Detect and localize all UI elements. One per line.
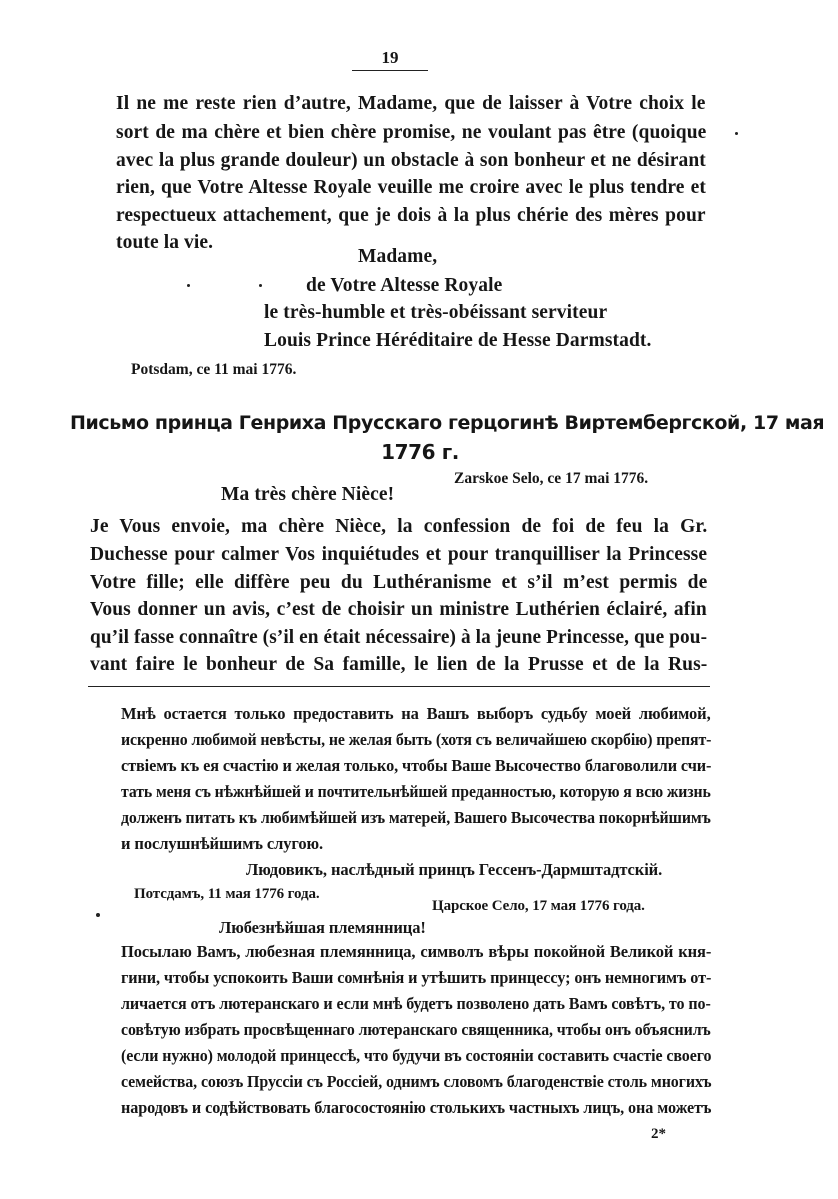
text-line: и послушнѣйшимъ слугою. <box>121 834 324 853</box>
letter-place-date: Zarskoe Selo, ce 17 mai 1776. <box>454 470 649 487</box>
page-number: 19 <box>352 48 428 71</box>
text-line: семейства, союзъ Пруссіи съ Россіей, однимъ словомъ благоденствіе столь многихъ <box>121 1072 712 1091</box>
text-line: (если нужно) молодой принцессѣ, что будучи въ состояніи составить счастіе своего <box>121 1046 712 1065</box>
letter-signature: Louis Prince Héréditaire de Hesse Darmstadt. <box>264 330 652 351</box>
letter-heading: Письмо принца Генриха Прусскаго герцогинѣ Виртембергской, 17 мая <box>70 412 825 434</box>
text-line: Je Vous envoie, ma chère Nièce, la confession de foi de feu la Gr. <box>90 516 708 537</box>
text-line: Посылаю Вамъ, любезная племянница, символъ вѣры покойной Великой кня- <box>121 942 712 961</box>
letter-heading-year: 1776 г. <box>381 440 459 464</box>
text-line: Il ne me reste rien d’autre, Madame, que de laisser à Votre choix le <box>116 93 706 114</box>
text-line: toute la vie. <box>116 232 214 253</box>
text-line: искренно любимой невѣсты, не желая быть (хотя съ величайшею скорбію) препят- <box>121 730 712 749</box>
ink-speck <box>96 913 100 917</box>
signature-mark: 2* <box>651 1126 666 1142</box>
translation-place-date: Царское Село, 17 мая 1776 года. <box>432 898 645 914</box>
text-line: долженъ питать къ любимѣйшей изъ матерей, Вашего Высочества покорнѣйшимъ <box>121 808 711 827</box>
letter-closing-line: de Votre Altesse Royale <box>306 275 503 296</box>
footnote-divider <box>88 686 710 687</box>
text-line: Votre fille; elle diffère peu du Luthéranisme et s’il m’est permis de <box>90 572 708 593</box>
translation-signature: Людовикъ, наслѣдный принцъ Гессенъ-Дармштадтскій. <box>246 860 663 879</box>
text-line: Мнѣ остается только предоставить на Вашъ выборъ судьбу моей любимой, <box>121 704 711 723</box>
text-line: avec la plus grande douleur) un obstacle à son bonheur et ne désirant <box>116 150 706 171</box>
text-line: ствіемъ къ ея счастію и желая только, чтобы Ваше Высочество благоволили счи- <box>121 756 712 775</box>
translation-salutation: Любезнѣйшая племянница! <box>219 918 426 937</box>
letter-salutation: Ma très chère Nièce! <box>221 484 395 505</box>
ink-speck <box>259 284 262 287</box>
text-line: rien, que Votre Altesse Royale veuille me croire avec le plus tendre et <box>116 177 706 198</box>
text-line: народовъ и содѣйствовать благосостоянію столькихъ частныхъ лицъ, она можетъ <box>121 1098 712 1117</box>
text-line: sort de ma chère et bien chère promise, ne voulant pas être (quoique <box>116 122 707 143</box>
text-line: qu’il fasse connaître (s’il en était nécessaire) à la jeune Princesse, que pou- <box>90 627 708 648</box>
text-line: совѣтую избрать просвѣщеннаго лютеранскаго священника, чтобы онъ объяснилъ <box>121 1020 711 1039</box>
text-line: Duchesse pour calmer Vos inquiétudes et pour tranquilliser la Princesse <box>90 544 708 565</box>
text-line: respectueux attachement, que je dois à la plus chérie des mères pour <box>116 205 706 226</box>
text-line: гини, чтобы успокоить Ваши сомнѣнія и утѣшить принцессу; онъ немногимъ от- <box>121 968 712 987</box>
text-line: vant faire le bonheur de Sa famille, le lien de la Prusse et de la Rus- <box>90 654 708 675</box>
text-line: личается отъ лютеранскаго и если мнѣ будетъ позволено дать Вамъ совѣтъ, то по- <box>121 994 711 1013</box>
text-line: Vous donner un avis, c’est de choisir un ministre Luthérien éclairé, afin <box>90 599 707 620</box>
ink-speck <box>187 284 190 287</box>
letter-place-date: Potsdam, ce 11 mai 1776. <box>131 361 297 378</box>
letter-salutation-madame: Madame, <box>358 246 438 267</box>
letter-closing-line: le très-humble et très-obéissant serviteur <box>264 302 608 323</box>
ink-speck <box>735 132 738 135</box>
translation-place-date: Потсдамъ, 11 мая 1776 года. <box>134 886 320 902</box>
text-line: тать меня съ нѣжнѣйшей и почтительнѣйшей преданностью, которую я всю жизнь <box>121 782 711 801</box>
